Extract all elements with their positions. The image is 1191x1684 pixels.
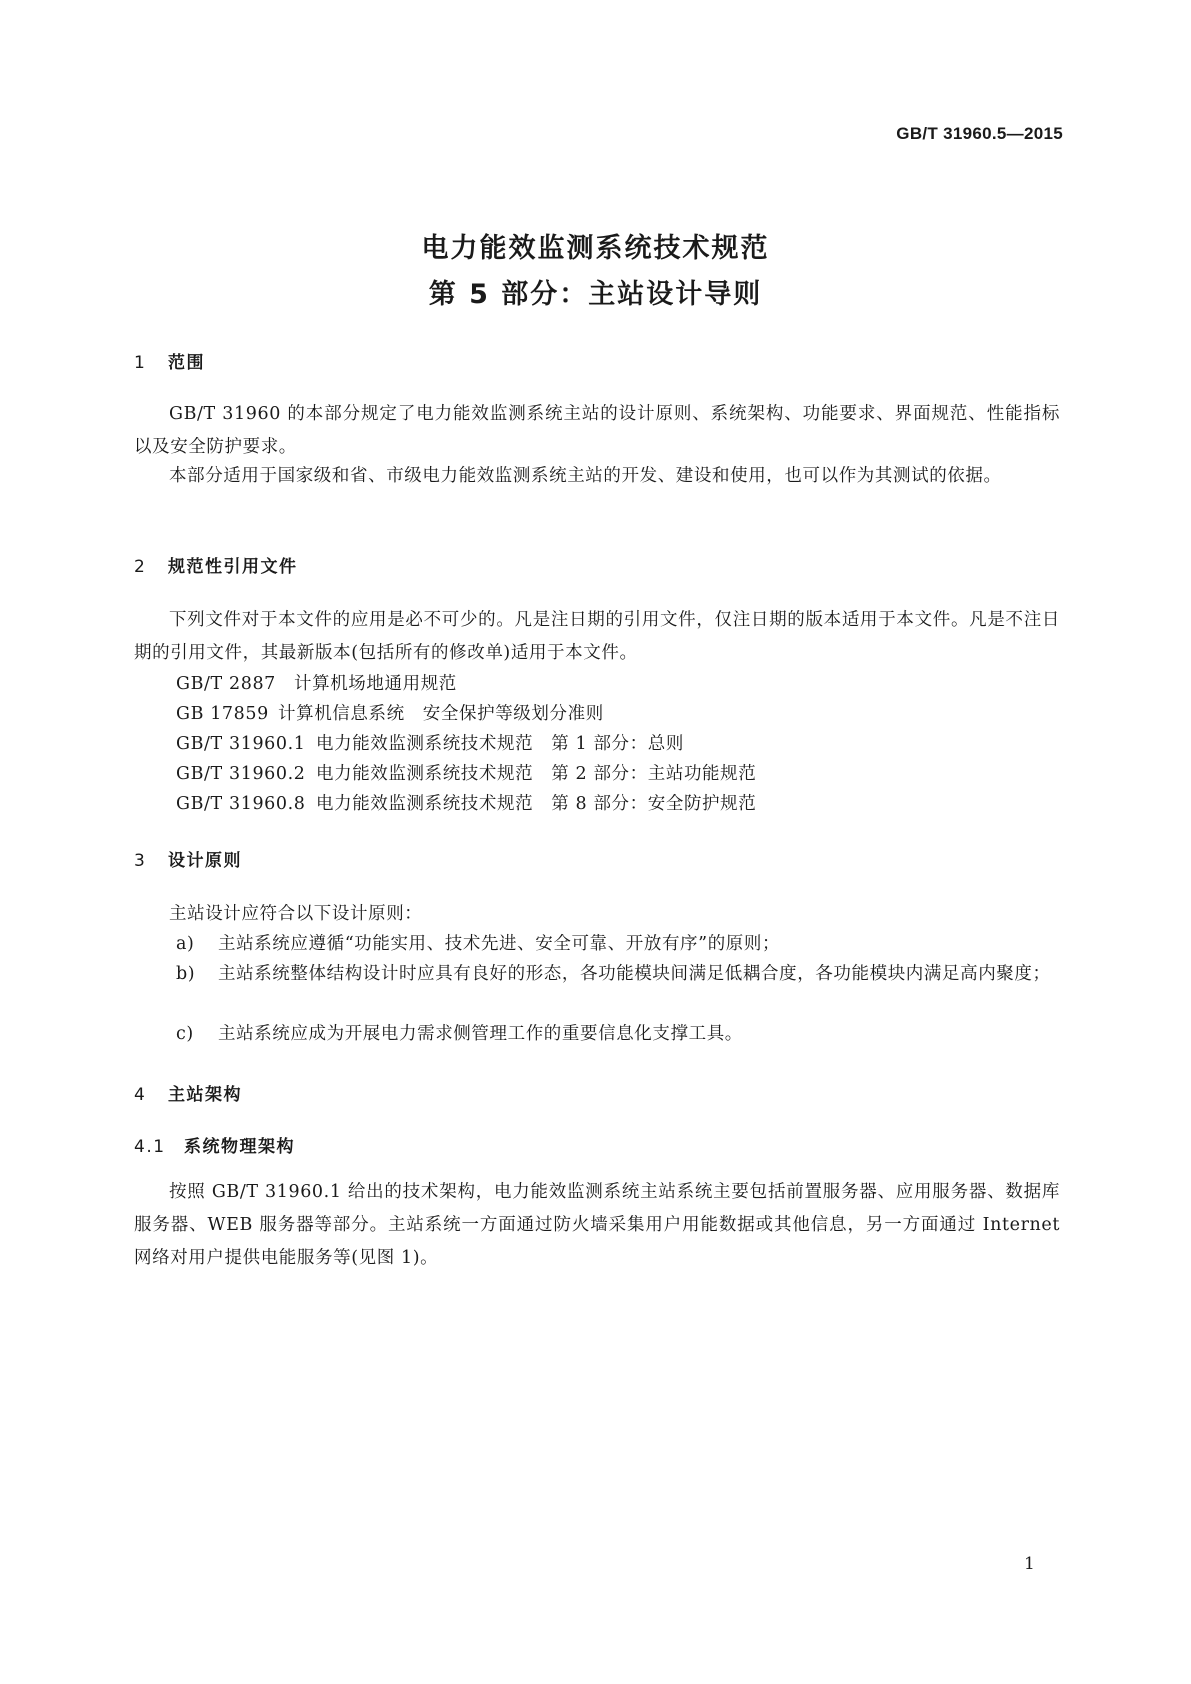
reference-title: 电力能效监测系统技术规范 第 2 部分：主站功能规范 xyxy=(316,764,757,784)
references-intro: 下列文件对于本文件的应用是必不可少的。凡是注日期的引用文件，仅注日期的版本适用于本文件。凡是不注日期的引用文件，其最新版本(包括所有的修改单)适用于本文件。 xyxy=(134,610,1060,663)
list-label: a) xyxy=(176,934,195,954)
section-title: 规范性引用文件 xyxy=(168,557,298,577)
reference-item xyxy=(176,670,457,695)
list-text: 主站系统应遵循“功能实用、技术先进、安全可靠、开放有序”的原则； xyxy=(218,934,781,954)
list-item xyxy=(176,928,1060,961)
standard-code: GB/T 31960.5—2015 xyxy=(896,124,1063,143)
section-number: 3 xyxy=(134,851,147,871)
principles-intro: 主站设计应符合以下设计原则： xyxy=(169,904,423,924)
section-number: 4 xyxy=(134,1085,147,1105)
reference-item xyxy=(176,790,756,815)
section-heading-scope xyxy=(134,348,205,373)
document-subtitle: 第 5 部分：主站设计导则 xyxy=(428,279,763,310)
reference-code: GB/T 2887 xyxy=(176,674,276,694)
reference-title: 电力能效监测系统技术规范 第 1 部分：总则 xyxy=(316,734,684,754)
document-title: 电力能效监测系统技术规范 xyxy=(421,233,770,264)
reference-item xyxy=(176,700,604,725)
list-item xyxy=(176,1018,1060,1051)
architecture-paragraph: 按照 GB/T 31960.1 给出的技术架构，电力能效监测系统主站系统主要包括前置服务器、应用服务器、数据库服务器、WEB 服务器等部分。主站系统一方面通过防火墙采集用户用能数据或其他信息，另一方面通过 Internet 网络对用户提供电能服务等(见图 1)。 xyxy=(134,1182,1060,1268)
section-number: 2 xyxy=(134,557,147,577)
section-heading-references xyxy=(134,552,298,577)
scope-paragraph-2: 本部分适用于国家级和省、市级电力能效监测系统主站的开发、建设和使用，也可以作为其测试的依据。 xyxy=(169,466,1002,486)
subsection-title: 系统物理架构 xyxy=(184,1137,295,1157)
scope-paragraph-1: GB/T 31960 的本部分规定了电力能效监测系统主站的设计原则、系统架构、功能要求、界面规范、性能指标以及安全防护要求。 xyxy=(134,404,1060,457)
section-title: 范围 xyxy=(168,353,205,373)
section-title: 主站架构 xyxy=(168,1085,242,1105)
section-title: 设计原则 xyxy=(168,851,242,871)
list-text: 主站系统整体结构设计时应具有良好的形态，各功能模块间满足低耦合度，各功能模块内满足高内聚度； xyxy=(218,964,1051,984)
section-heading-design-principles xyxy=(134,846,242,871)
list-label: c) xyxy=(176,1024,194,1044)
reference-code: GB 17859 xyxy=(176,704,269,724)
page-number: 1 xyxy=(1024,1554,1035,1574)
list-label: b) xyxy=(176,964,196,984)
list-text: 主站系统应成为开展电力需求侧管理工作的重要信息化支撑工具。 xyxy=(218,1024,743,1044)
section-heading-architecture xyxy=(134,1080,242,1105)
reference-item xyxy=(176,730,684,755)
reference-item xyxy=(176,760,756,785)
reference-title: 计算机信息系统 安全保护等级划分准则 xyxy=(278,704,604,724)
section-number: 1 xyxy=(134,353,147,373)
list-item xyxy=(176,958,1060,991)
reference-code: GB/T 31960.1 xyxy=(176,734,306,754)
reference-title: 计算机场地通用规范 xyxy=(294,674,457,694)
subsection-heading-physical-architecture xyxy=(134,1132,295,1157)
reference-code: GB/T 31960.2 xyxy=(176,764,306,784)
subsection-number: 4.1 xyxy=(134,1137,166,1157)
reference-code: GB/T 31960.8 xyxy=(176,794,306,814)
reference-title: 电力能效监测系统技术规范 第 8 部分：安全防护规范 xyxy=(316,794,757,814)
